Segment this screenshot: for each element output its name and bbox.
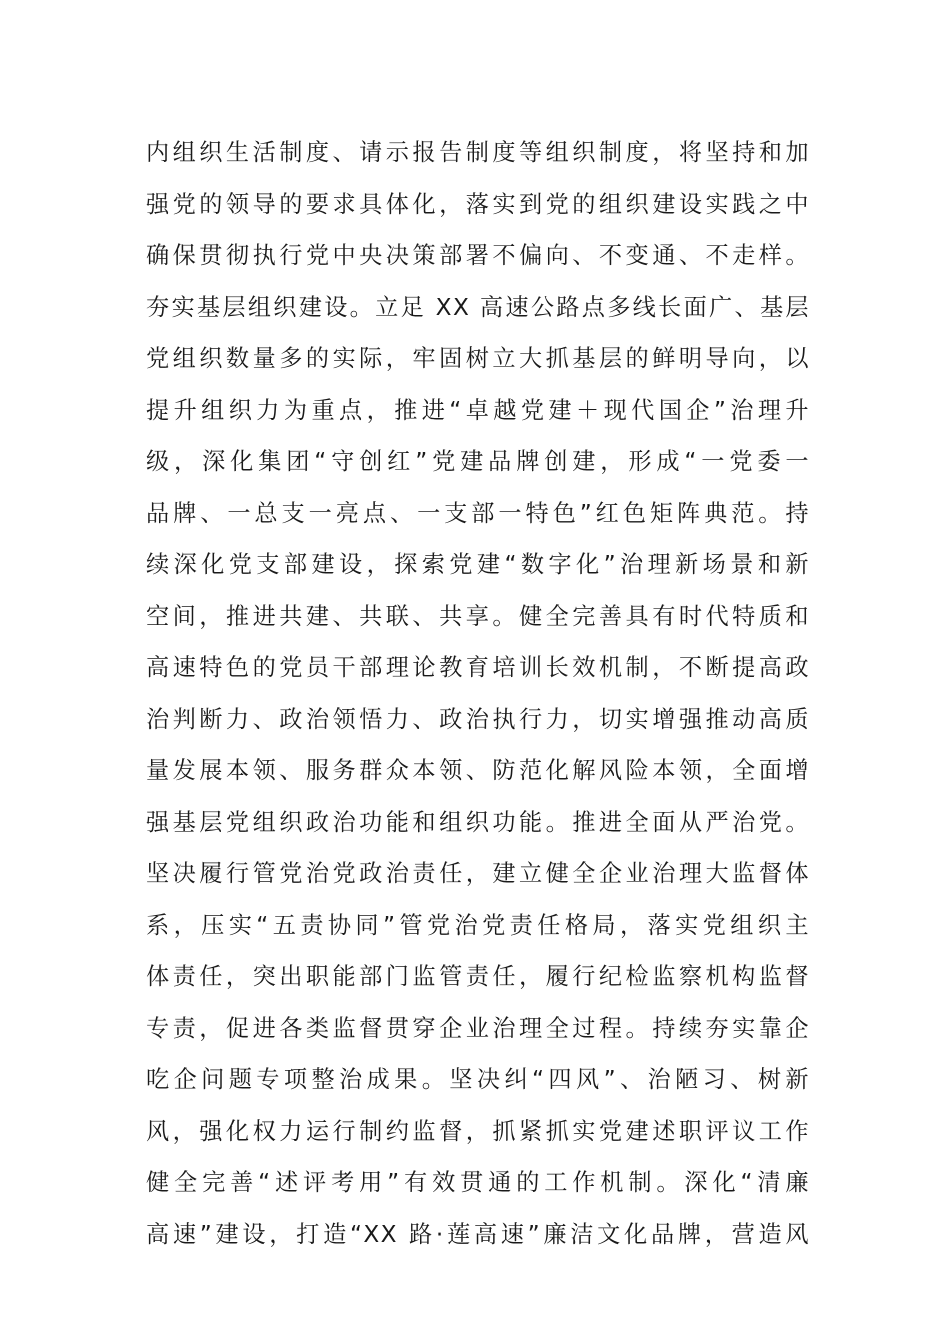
text-line: 续深化党支部建设，探索党建“数字化”治理新场景和新: [146, 551, 810, 578]
text-line: 强党的领导的要求具体化，落实到党的组织建设实践之中: [146, 190, 810, 218]
text-line: 吃企问题专项整治成果。坚决纠“四风”、治陋习、树新: [146, 1066, 810, 1093]
text-line: 党组织数量多的实际，牢固树立大抓基层的鲜明导向，以: [146, 345, 810, 372]
text-line: 内组织生活制度、请示报告制度等组织制度，将坚持和加: [146, 139, 810, 166]
body-text: [146, 127, 810, 1260]
text-line: 量发展本领、服务群众本领、防范化解风险本领，全面增: [146, 757, 810, 784]
text-line: 品牌、一总支一亮点、一支部一特色”红色矩阵典范。持: [146, 499, 810, 527]
text-line: 夯实基层组织建设。立足 XX 高速公路点多线长面广、基层: [146, 293, 810, 321]
text-line: 提升组织力为重点，推进“卓越党建＋现代国企”治理升: [146, 396, 810, 424]
text-line: 体责任，突出职能部门监管责任，履行纪检监察机构监督: [146, 963, 810, 990]
text-line: 强基层党组织政治功能和组织功能。推进全面从严治党。: [146, 808, 810, 836]
text-line: 高速”建设，打造“XX 路·莲高速”廉洁文化品牌，营造风: [146, 1220, 810, 1248]
text-line: 高速特色的党员干部理论教育培训长效机制，不断提高政: [146, 654, 810, 681]
text-line: 空间，推进共建、共联、共享。健全完善具有时代特质和: [146, 602, 810, 630]
text-line: 确保贯彻执行党中央决策部署不偏向、不变通、不走样。: [146, 242, 810, 269]
text-line: 系，压实“五责协同”管党治党责任格局，落实党组织主: [146, 911, 810, 939]
text-line: 风，强化权力运行制约监督，抓紧抓实党建述职评议工作: [146, 1117, 810, 1145]
text-line: 级，深化集团“守创红”党建品牌创建，形成“一党委一: [146, 448, 810, 475]
text-line: 治判断力、政治领悟力、政治执行力，切实增强推动高质: [146, 705, 810, 733]
text-line: 健全完善“述评考用”有效贯通的工作机制。深化“清廉: [146, 1169, 810, 1196]
text-line: 专责，促进各类监督贯穿企业治理全过程。持续夯实靠企: [146, 1014, 810, 1042]
text-line: 坚决履行管党治党政治责任，建立健全企业治理大监督体: [146, 860, 810, 887]
